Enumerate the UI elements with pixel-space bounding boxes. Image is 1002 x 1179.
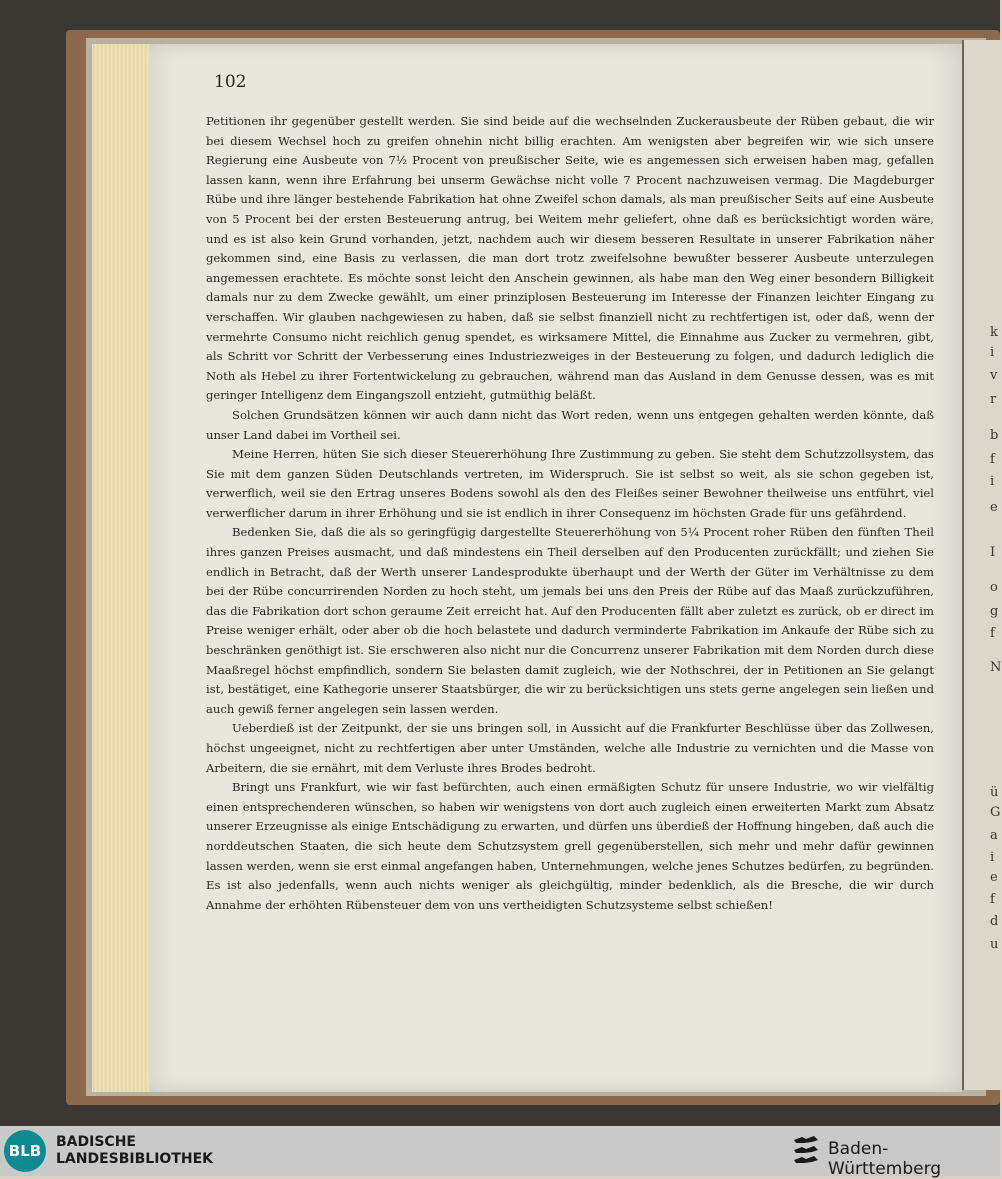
- baden-wuerttemberg-lions-icon: [792, 1134, 820, 1168]
- facing-page-letter: i: [990, 345, 995, 360]
- facing-page-letter: a: [990, 828, 998, 843]
- facing-page-letter: g: [990, 604, 999, 619]
- paragraph: Meine Herren, hüten Sie sich dieser Steuererhöhung Ihre Zustimmung zu geben. Sie steht dem Schutzzollsystem, das Sie mit dem ganzen Süden Deutschlands vertreten, im Widerspruch. Sie ist selbst so weit, als sie schon gegeben ist, verwerflich, weil sie den Ertrag unseres Bodens sowohl als den des Fleißes seiner Bewohner theilweise uns entführt, viel verwerflicher darum in ihrer Erhöhung und sie ist endlich in ihrer Consequenz im höchsten Grade für uns gefährdend.: [206, 447, 934, 520]
- facing-page-letter: N: [990, 660, 1002, 675]
- facing-page-letter: r: [990, 392, 997, 407]
- facing-page-letter: G: [990, 805, 1001, 820]
- facing-page-letter: f: [990, 892, 995, 907]
- page-number: 102: [214, 72, 247, 92]
- paragraph: Petitionen ihr gegenüber gestellt werden. Sie sind beide auf die wechselnden Zuckerausbeute der Rüben gebaut, die wir bei diesem Wechsel hoch zu greifen ohnehin nicht billig erachten. Am wenigsten aber begreifen wir, wie sich unsere Regierung eine Ausbeute von 7½ Procent von preußischer Seite, wie es angemessen sich erweisen haben mag, gefallen lassen kann, wenn ihre Erfahrung bei unserm Gewächse nicht volle 7 Procent nachzuweisen vermag. Die Magdeburger Rübe und ihre länger bestehende Fabrikation hat ohne Zweifel schon damals, als man preußischer Seits auf eine Ausbeute von 5 Procent bei der ersten Besteuerung antrug, bei Weitem mehr geliefert, ohne daß es berücksichtigt worden wäre, und es ist also kein Grund vorhanden, jetzt, nachdem auch wir diesem besseren Resultate in unserer Fabrikation näher gekommen sind, eine Basis zu verlassen, die man dort trotz zweifelsohne bewußter besserer Ausbeute unterzulegen angemessen erachtete. Es möchte sonst leicht den Anschein gewinnen, als habe man den Weg einer besondern Billigkeit damals nur zu dem Zwecke gewählt, um einer prinziplosen Besteuerung im Interesse der Finanzen leichter Eingang zu verschaffen. Wir glauben nachgewiesen zu haben, daß sie selbst finanziell nicht zu rechtfertigen ist, oder daß, wenn der vermehrte Consumo nicht reichlich genug spendet, es wirksamere Mittel, die Einnahme aus Zucker zu vermehren, gibt, als Schritt vor Schritt der Verbesserung eines Industriezweiges in der Besteuerung zu folgen, und dadurch lediglich die Noth als Hebel zu ihrer Fortentwickelung zu gebrauchen, während man das Ausland in dem Genusse dessen, was es mit geringer Intelligenz dem Eingangszoll entzieht, gutmüthig beläßt.: [206, 114, 934, 403]
- paragraph: Ueberdieß ist der Zeitpunkt, der sie uns bringen soll, in Aussicht auf die Frankfurter Beschlüsse über das Zollwesen, höchst ungeeignet, nicht zu rechtfertigen aber unter Umständen, welche alle Industrie zu vernichten und die Masse von Arbeitern, die sie ernährt, mit dem Verluste ihres Brodes bedroht.: [206, 721, 934, 775]
- facing-page-letter: ü: [990, 785, 999, 800]
- paragraph: Solchen Grundsätzen können wir auch dann nicht das Wort reden, wenn uns entgegen gehalten werden könnte, daß unser Land dabei im Vortheil sei.: [206, 407, 934, 442]
- paragraph: Bringt uns Frankfurt, wie wir fast befürchten, auch einen ermäßigten Schutz für unsere Industrie, wo wir vielfältig einen entsprechenderen wünschen, so haben wir wenigstens von dort auch zugleich einen erweiterten Markt zum Absatz unserer Erzeugnisse als einige Entschädigung zu erwarten, und dürfen uns überdieß der Hoffnung hingeben, daß auch die norddeutschen Staaten, die sich heute dem Schutzsystem grell gegenüberstellen, sich mehr und mehr dafür gewinnen lassen werden, wenn sie erst einmal angefangen haben, Unternehmungen, welche jenes Schutzes bedürfen, zu begründen. Es ist also jedenfalls, wenn auch nichts weniger als gleichgültig, minder bedenklich, als die Bresche, die wir durch Annahme der erhöhten Rübensteuer dem von uns vertheidigten Schutzsysteme selbst schießen!: [206, 780, 934, 912]
- paragraph: Bedenken Sie, daß die als so geringfügig dargestellte Steuererhöhung von 5¼ Procent roher Rüben den fünften Theil ihres ganzen Preises ausmacht, und daß mindestens ein Theil derselben auf den Producenten zurückfällt; und ziehen Sie endlich in Betracht, daß der Werth unserer Landesprodukte überhaupt und der Werth der Güter im Verhältnisse zu dem bei der Rübe concurrirenden Norden zu hoch steht, um jemals bei uns den Preis der Rübe auf das Maaß zurückzuführen, das die Fabrikation dort schon geraume Zeit erreicht hat. Auf den Producenten fällt aber zuletzt es zurück, ob er direct im Preise weniger erhält, oder aber ob die hoch belastete und dadurch verminderte Fabrikation im Ankaufe der Rübe sich zu beschränken genöthigt ist. Sie erschweren also nicht nur die Concurrenz unserer Fabrikation mit dem Norden durch diese Maaßregel höchst empfindlich, sondern Sie belasten damit zugleich, wie der Nothschrei, der in Petitionen an Sie gelangt ist, bestätiget, eine Kathegorie unserer Staatsbürger, die wir zu berücksichtigen uns stets gerne angelegen sein ließen und auch gewiß ferner angelegen sein lassen werden.: [206, 525, 934, 716]
- facing-page-letter: e: [990, 870, 998, 885]
- facing-page-letter: i: [990, 850, 995, 865]
- facing-page-letter: f: [990, 452, 995, 467]
- facing-page-letter: k: [990, 325, 998, 340]
- facing-page-letter: v: [990, 368, 998, 383]
- facing-page-letter: u: [990, 937, 999, 952]
- facing-page-letter: d: [990, 914, 999, 929]
- facing-page-letter: I: [990, 545, 996, 560]
- library-name[interactable]: [56, 1134, 213, 1168]
- library-name-line2: LANDESBIBLIOTHEK: [56, 1151, 214, 1167]
- blb-logo[interactable]: BLB: [4, 1130, 46, 1172]
- facing-page-letter: e: [990, 500, 998, 515]
- library-name-line1: BADISCHE: [56, 1134, 136, 1150]
- facing-page-letter: f: [990, 626, 995, 641]
- facing-page-letter: o: [990, 580, 998, 595]
- facing-page-letter: i: [990, 474, 995, 489]
- facing-page-edge: [962, 40, 1002, 1090]
- page-text: [206, 112, 934, 915]
- footer-bar: [0, 1126, 1000, 1179]
- state-name[interactable]: Baden-Württemberg: [828, 1139, 942, 1179]
- facing-page-letter: b: [990, 428, 999, 443]
